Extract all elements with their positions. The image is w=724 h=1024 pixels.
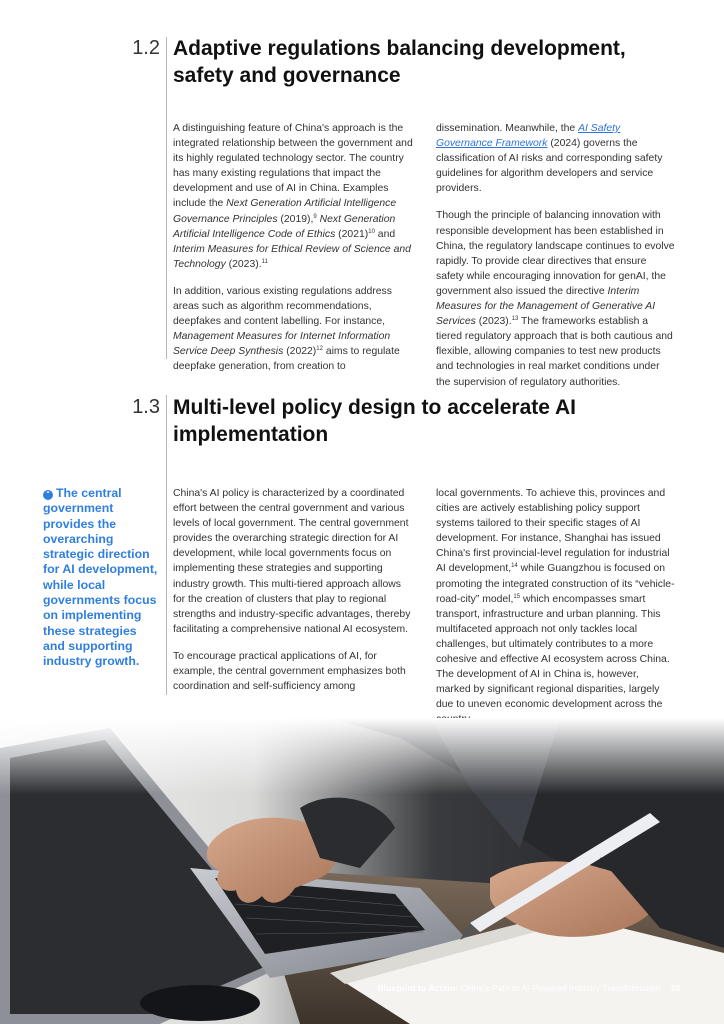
footer-report-subtitle: China's Path to AI-Powered Industry Transformation	[458, 983, 661, 993]
section-number: 1.2	[132, 37, 160, 59]
page-number: 10	[670, 983, 680, 993]
paragraph: In addition, various existing regulations address areas such as algorithm recommendations, deepfakes and content labelling. For instance, Management Measures for Internet Information Service Deep Synthesis $(2022)^{12}$ aims to regulate deepfake generation, from creation to	[173, 285, 400, 373]
section-number: 1.3	[132, 396, 160, 418]
footnote-ref[interactable]: 14	[511, 563, 518, 570]
section-1-3-column-2	[436, 486, 676, 740]
footer-report-title: Blueprint to Action:	[377, 983, 459, 993]
section-title: Adaptive regulations balancing development, safety and governance	[173, 37, 626, 87]
footnote-ref[interactable]: 10	[368, 228, 375, 235]
footnote-ref[interactable]: 11	[261, 258, 268, 265]
footnote-ref[interactable]: 13	[511, 316, 519, 323]
section-divider	[166, 37, 167, 359]
paragraph: Though the principle of balancing innovation with responsible development has been established in China, the regulatory landscape continues to evolve rapidly. To provide clear directives that ensure safety while encouraging innovation for genAI, the government also issued the directive Interim Measures for the Management of Generative AI Services (2023).$^{13}$ The frameworks establish a tiered regulatory approach that is both cautious and flexible, allowing companies to test new products and technologies in real market conditions under the supervision of regulatory authorities.	[436, 210, 675, 388]
footnote-ref[interactable]: 12	[316, 346, 323, 353]
paragraph: A distinguishing feature of China's approach is the integrated relationship between the government and its highly regulated technology sector. The country has many existing regulations that impact the development and use of AI in China. Examples include the Next Generation Artificial Intelligence Governance Principles (2019),$^9$ Next Generation Artificial Intelligence Code of Ethics $(2021)^{10}$ and Interim Measures for Ethical Review of Science and Technology (2023).$^{11}$	[173, 123, 413, 270]
section-1-3-column-1	[173, 486, 413, 706]
section-1-2-column-2	[436, 121, 676, 402]
paragraph: dissemination. Meanwhile, the AI Safety Governance Framework (2024) governs the classification of AI risks and corresponding safety guidelines for algorithm developers and service providers.	[436, 123, 663, 195]
pull-quote: “ The central government provides the overarching strategic direction for AI development, while local governments focus on implementing these strategies and supporting industry growth.	[43, 486, 158, 669]
paragraph: China's AI policy is characterized by a coordinated effort between the central government and various levels of local government. The central government provides the overarching strategic direction for AI development, while local governments focus on implementing these strategies and supporting industry growth. This multi-tiered approach allows for the creation of clusters that play to regional strengths and industry-specific advantages, thereby facilitating a comprehensive national AI ecosystem.	[173, 488, 411, 635]
ai-safety-framework-link[interactable]: AI Safety Governance Framework	[436, 123, 621, 150]
quote-icon: “	[43, 490, 53, 500]
section-1-2-column-1	[173, 121, 413, 387]
laptop-typing-photo	[0, 718, 724, 1024]
page-footer	[0, 983, 680, 993]
section-divider	[166, 395, 167, 695]
paragraph: local governments. To achieve this, provinces and cities are actively establishing policy support systems tailored to their specific stages of AI development. For instance, Shanghai has issued China's first provincial-level regulation for industrial AI development,$^{14}$ while Guangzhou is focused on promoting the integrated construction of its “vehicle-road-city” model,$^{15}$ which encompasses smart transport, infrastructure and urban planning. This multifaceted approach not only tackles local challenges, but ultimately contributes to a more cohesive and effective AI ecosystem across China. The development of AI in China is, however, marked by significant regional disparities, largely due to uneven economic development across the	[436, 488, 675, 711]
section-title: Multi-level policy design to accelerate AI implementation	[173, 396, 577, 446]
footnote-ref[interactable]: 15	[513, 593, 521, 600]
paragraph: To encourage practical applications of AI, for example, the central government emphasizes both coordination and self-sufficiency among	[173, 650, 406, 693]
footnote-ref[interactable]: 9	[313, 213, 317, 220]
